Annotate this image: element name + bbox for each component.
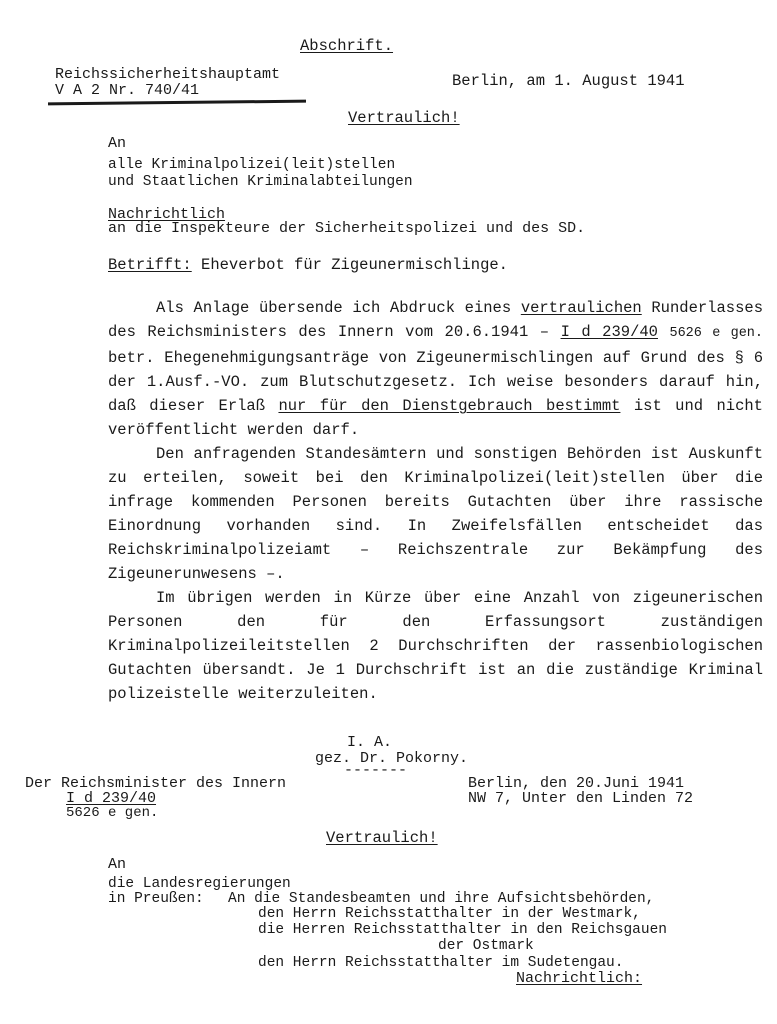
enclosure-line-2-label: in Preußen: <box>108 891 204 907</box>
underlined-confidential: vertraulichen <box>520 299 642 317</box>
classification-mark: Vertraulich! <box>348 109 460 127</box>
recipient-line-2: und Staatlichen Kriminalabteilungen <box>108 174 413 190</box>
document-heading: Abschrift. <box>300 37 394 55</box>
subject-label: Betrifft: <box>108 256 192 274</box>
enclosure-classification: Vertraulich! <box>326 829 438 847</box>
enclosure-line-3: den Herrn Reichsstatthalter in der Westmark, <box>258 906 641 922</box>
subject-line <box>108 256 508 274</box>
decree-reference: I d 239/40 <box>560 323 658 341</box>
place-date: Berlin, am 1. August 1941 <box>452 72 685 90</box>
subject-text: Eheverbot für Zigeunermischlinge. <box>201 256 508 274</box>
enclosure-line-6: den Herrn Reichsstatthalter im Sudetengau. <box>258 955 624 971</box>
reference-underline-mark <box>48 100 306 106</box>
body-paragraph-3: Im übrigen werden in Kürze über eine Anzahl von zigeunerischen Personen den für den Erfassungsort zuständigen Kriminalpolizeileitstellen 2 Durchschriften der rassenbiologischen Gutachten übersandt. Je 1 Durchschrift ist an die zuständige Kriminal polizeistelle weiterzuleiten. <box>108 589 763 703</box>
decree-reference-file: 5626 e gen. <box>669 326 763 341</box>
sender-organization: Reichssicherheitshauptamt <box>55 66 281 83</box>
enclosure-place-date: Berlin, den 20.Juni 1941 <box>468 775 685 792</box>
body-paragraph-1: Als Anlage übersende ich Abdruck eines vertraulichen Runderlasses des Reichsministers des Innern vom 20.6.1941 – I d 239/40 5626 e gen. betr. Ehegenehmigungsanträge von Zigeunermischlingen auf Grund des § 6 der 1.Ausf.-VO. zum Blutschutzgesetz. Ich weise besonders darauf hin, daß dieser Erlaß nur für den Dienstgebrauch bestimmt ist und nicht veröffentlicht werden darf. <box>108 299 763 439</box>
enclosure-address: NW 7, Unter den Linden 72 <box>468 790 694 807</box>
enclosure-line-5: der Ostmark <box>438 938 534 954</box>
enclosure-line-4: die Herren Reichsstatthalter in den Reichsgauen <box>258 922 667 938</box>
enclosure-ref-1: I d 239/40 <box>66 790 157 807</box>
enclosure-line-1: die Landesregierungen <box>108 876 291 892</box>
cc-label: Nachrichtlich <box>108 206 226 223</box>
enclosure-to-label: An <box>108 856 127 873</box>
to-label: An <box>108 135 127 152</box>
enclosure-cc-label: Nachrichtlich: <box>516 970 643 987</box>
letter-body <box>108 296 763 706</box>
body-paragraph-2: Den anfragenden Standesämtern und sonstigen Behörden ist Auskunft zu erteilen, soweit bei den Kriminalpolizei(leit)stellen über die infrage kommenden Personen bereits Gutachten über ihre rassische Einordnung vorhanden sind. In Zweifelsfällen entscheidet das Reichskriminalpolizeiamt – Reichszentrale zur Bekämpfung des Zigeunerunwesens –. <box>108 445 763 583</box>
enclosure-line-2: An die Standesbeamten und ihre Aufsichtsbehörden, <box>228 891 655 907</box>
enclosure-sender: Der Reichsminister des Innern <box>25 775 287 792</box>
signoff-signature: gez. Dr. Pokorny. <box>315 750 469 767</box>
cc-recipient: an die Inspekteure der Sicherheitspolizei und des SD. <box>108 220 586 237</box>
signoff-ia: I. A. <box>347 734 393 751</box>
signoff-dash: ------- <box>344 762 408 779</box>
recipient-line-1: alle Kriminalpolizei(leit)stellen <box>108 157 396 173</box>
sender-reference: V A 2 Nr. 740/41 <box>55 82 200 99</box>
enclosure-ref-2: 5626 e gen. <box>66 805 159 821</box>
underlined-official-use: nur für den Dienstgebrauch bestimmt <box>278 397 621 415</box>
